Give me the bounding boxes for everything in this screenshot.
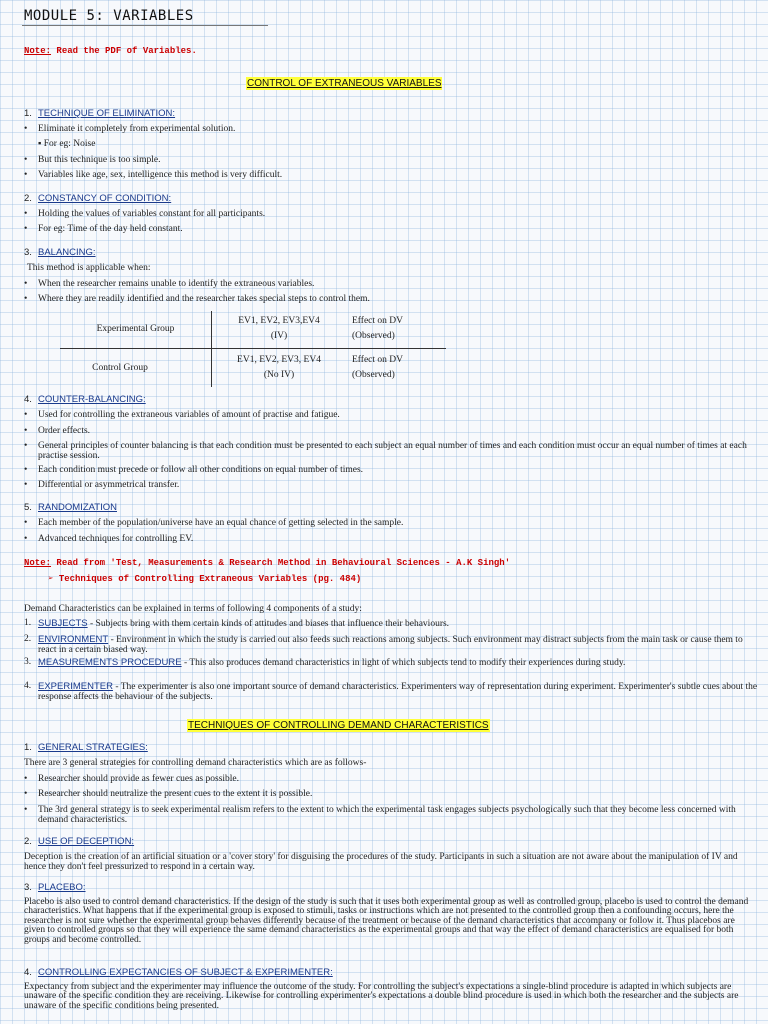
list-item: • Used for controlling the extraneous variables of amount of practise and fatigue. [24, 410, 340, 420]
list-item: • Researcher should provide as fewer cues as possible. [24, 774, 240, 784]
title-underline [22, 25, 268, 26]
list-item: • Each condition must precede or follow all other conditions on equal number of times. [24, 465, 364, 475]
deception-text: Deception is the creation of an artificial situation or a 'cover story' for disguising the procedures of the study. Participants in such a situation are not aware about the manipulation of IV and hence they don't feel pressurized to respond in a certain way. [24, 852, 738, 872]
table-divider-h [60, 348, 446, 349]
list-item: • Advanced techniques for controlling EV. [24, 534, 194, 544]
table-cell-group: Experimental Group [96, 324, 175, 334]
list-item: • Variables like age, sex, intelligence this method is very difficult. [24, 170, 283, 180]
demand-component: 2. ENVIRONMENT - Environment in which the study is carried out also feeds such reactions among subjects. Such environment may distract subjects from the main task or cause them to react in a certain biased way. [24, 634, 743, 655]
table-cell-effect: Effect on DV (Observed) [352, 355, 404, 380]
heading-randomization: 5. RANDOMIZATION [24, 502, 117, 513]
list-item: • Order effects. [24, 426, 91, 436]
list-item: • The 3rd general strategy is to seek experimental realism refers to the extent to which the experimental task engages subjects psychologically such that they become less concerned with demand characteristics. [24, 805, 736, 825]
list-item: • Holding the values of variables constant for all participants. [24, 209, 266, 219]
list-subitem: ▪ For eg: Noise [38, 139, 96, 149]
module-title: MODULE 5: VARIABLES [24, 8, 194, 24]
expectancies-text: Expectancy from subject and the experimenter may influence the outcome of the study. For controlling the subject's expectations a single-blind procedure is adapted in which subjects are unaware of the specific condition they are receiving. Likewise for controlling experimenter's expectations a double blind procedure is used in which both the researcher and the subjects are unaware of the specific conditions being presented. [24, 982, 739, 1011]
strategies-intro: There are 3 general strategies for controlling demand characteristics which are as follows- [24, 758, 367, 768]
demand-component: 3. MEASUREMENTS PROCEDURE - This also produces demand characteristics in light of which subjects tend to modify their experiences during study. [24, 657, 626, 668]
heading-balancing: 3. BALANCING: [24, 247, 96, 258]
heading-elimination: 1. TECHNIQUE OF ELIMINATION: [24, 108, 176, 119]
list-item: • Differential or asymmetrical transfer. [24, 480, 180, 490]
list-item: • Eliminate it completely from experimental solution. [24, 124, 236, 134]
list-item: • When the researcher remains unable to identify the extraneous variables. [24, 279, 315, 289]
note-reference: Note: Read from 'Test, Measurements & Research Method in Behavioural Sciences - A.K Singh' [24, 558, 511, 568]
list-item: • Researcher should neutralize the present cues to the extent it is possible. [24, 789, 313, 799]
heading-deception: 2. USE OF DECEPTION: [24, 836, 135, 847]
table-cell-group: Control Group [92, 363, 148, 373]
section-banner-extraneous: CONTROL OF EXTRANEOUS VARIABLES [247, 78, 442, 89]
section-banner-demand: TECHNIQUES OF CONTROLLING DEMAND CHARACTERISTICS [188, 720, 489, 731]
note-pdf: Note: Read the PDF of Variables. [24, 46, 197, 56]
list-item: • General principles of counter balancing is that each condition must be presented to each subject an equal number of times and each condition must occur an equal number of times at each practise session. [24, 441, 747, 461]
heading-placebo: 3. PLACEBO: [24, 882, 86, 893]
table-cell-ev: EV1, EV2, EV3, EV4 (No IV) [237, 355, 321, 380]
list-item: • But this technique is too simple. [24, 155, 161, 165]
heading-counter-balancing: 4. COUNTER-BALANCING: [24, 394, 146, 405]
list-item: • Each member of the population/universe have an equal chance of getting selected in the sample. [24, 518, 404, 528]
balancing-intro: This method is applicable when: [27, 263, 151, 273]
table-cell-effect: Effect on DV (Observed) [352, 316, 404, 341]
note-reference-sub: ➢ Techniques of Controlling Extraneous Variables (pg. 484) [48, 574, 362, 584]
demand-component: 1. SUBJECTS - Subjects bring with them certain kinds of attitudes and biases that influence their behaviours. [24, 618, 450, 629]
list-item: • For eg: Time of the day held constant. [24, 224, 183, 234]
demand-intro: Demand Characteristics can be explained in terms of following 4 components of a study: [24, 604, 362, 614]
list-item: • Where they are readily identified and the researcher takes special steps to control them. [24, 294, 370, 304]
demand-component: 4. EXPERIMENTER - The experimenter is also one important source of demand characteristics. Experimenters way of representation during experiment. Experimenter's subtle cues about the response affects the behaviour of the subjects. [24, 681, 758, 702]
heading-expectancies: 4. CONTROLLING EXPECTANCIES OF SUBJECT & EXPERIMENTER: [24, 967, 333, 978]
table-cell-ev: EV1, EV2, EV3,EV4 (IV) [238, 316, 320, 341]
heading-general-strategies: 1. GENERAL STRATEGIES: [24, 742, 148, 753]
placebo-text: Placebo is also used to control demand characteristics. If the design of the study is such that it uses both experimental group as well as controlled group, placebo is used to control the demand characteristics. What happens that if the experimental group is exposed to stimuli, tasks or instructions which are not presented to the controlled group then a confounding occurs, here the researcher is not sure whether the experimental group behaves differently because of the treatment or because of the demand characteristics that accompany or follow it. Thus placebos are given to controlled groups so that they will experience the same demand characteristics as the experimental groups and that way the effect of demand characteristics are equalised for both groups and become controlled. [24, 897, 749, 945]
balancing-table [60, 311, 446, 387]
heading-constancy: 2. CONSTANCY OF CONDITION: [24, 193, 172, 204]
